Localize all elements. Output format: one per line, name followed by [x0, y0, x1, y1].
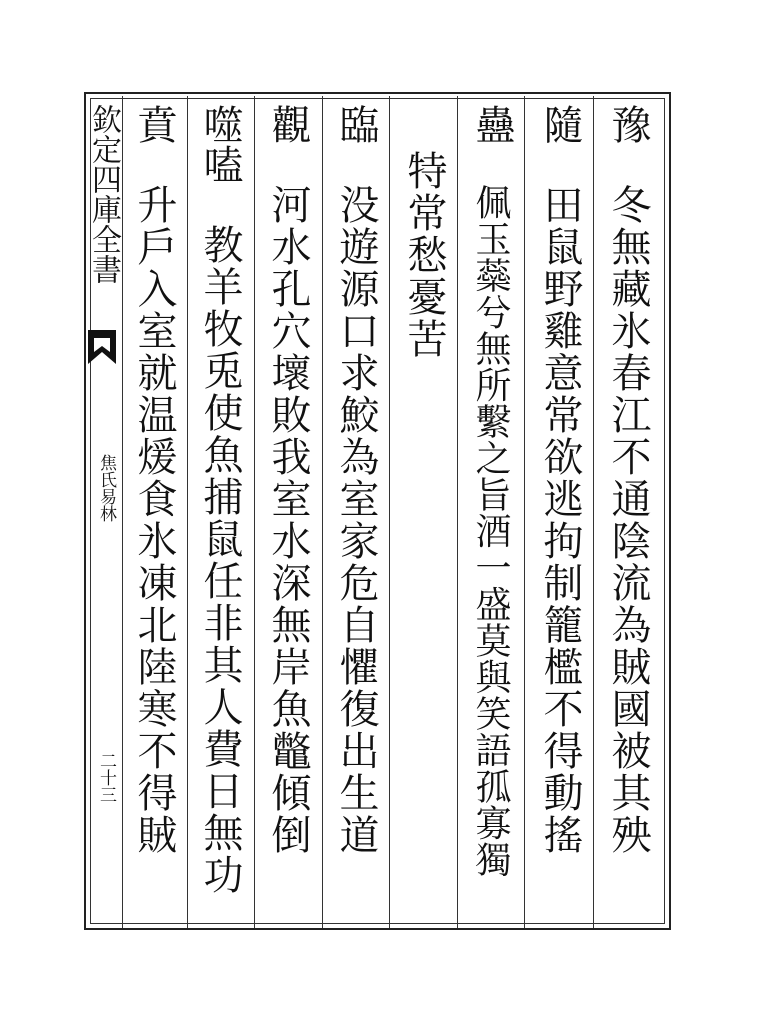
- verse-text: 佩玉蘂兮無所繫之旨酒一盛莫與笑語孤寡獨: [470, 184, 511, 878]
- hexagram-name: 觀: [265, 104, 311, 144]
- hexagram-name: 賁: [131, 104, 177, 144]
- hexagram-name: 噬嗑: [197, 104, 243, 184]
- column-divider: [187, 96, 188, 928]
- hexagram-name: 蠱: [469, 104, 515, 144]
- column-divider: [524, 96, 525, 928]
- verse-text: 升戶入室就温煖食氷凍北陸寒不得賊: [131, 184, 177, 856]
- verse-text: 没遊源口求鮫為室家危自懼復出生道: [333, 184, 379, 856]
- verse-text: 冬無藏氷春江不通陰流為賊國被其殃: [605, 184, 651, 856]
- verse-continuation: 特常愁憂苦: [401, 150, 447, 360]
- hexagram-name: 豫: [605, 104, 651, 144]
- margin-book-title: 欽定四庫全書: [86, 104, 121, 284]
- margin-subtitle: 焦氏易林: [96, 454, 116, 522]
- column-divider: [254, 96, 255, 928]
- verse-text: 田鼠野雞意常欲逃拘制籠檻不得動搖: [537, 184, 583, 856]
- column-divider: [322, 96, 323, 928]
- column-divider: [457, 96, 458, 928]
- fishtail-mark-icon: [88, 330, 116, 364]
- verse-text: 教羊牧兎使魚捕鼠任非其人費日無功: [197, 224, 243, 896]
- hexagram-name: 臨: [333, 104, 379, 144]
- column-divider: [389, 96, 390, 928]
- margin-page-number: 二十三: [96, 752, 116, 803]
- hexagram-name: 隨: [537, 104, 583, 144]
- column-divider: [593, 96, 594, 928]
- column-divider: [122, 96, 123, 928]
- verse-text: 河水孔穴壞敗我室水深無岸魚鼈傾倒: [265, 184, 311, 856]
